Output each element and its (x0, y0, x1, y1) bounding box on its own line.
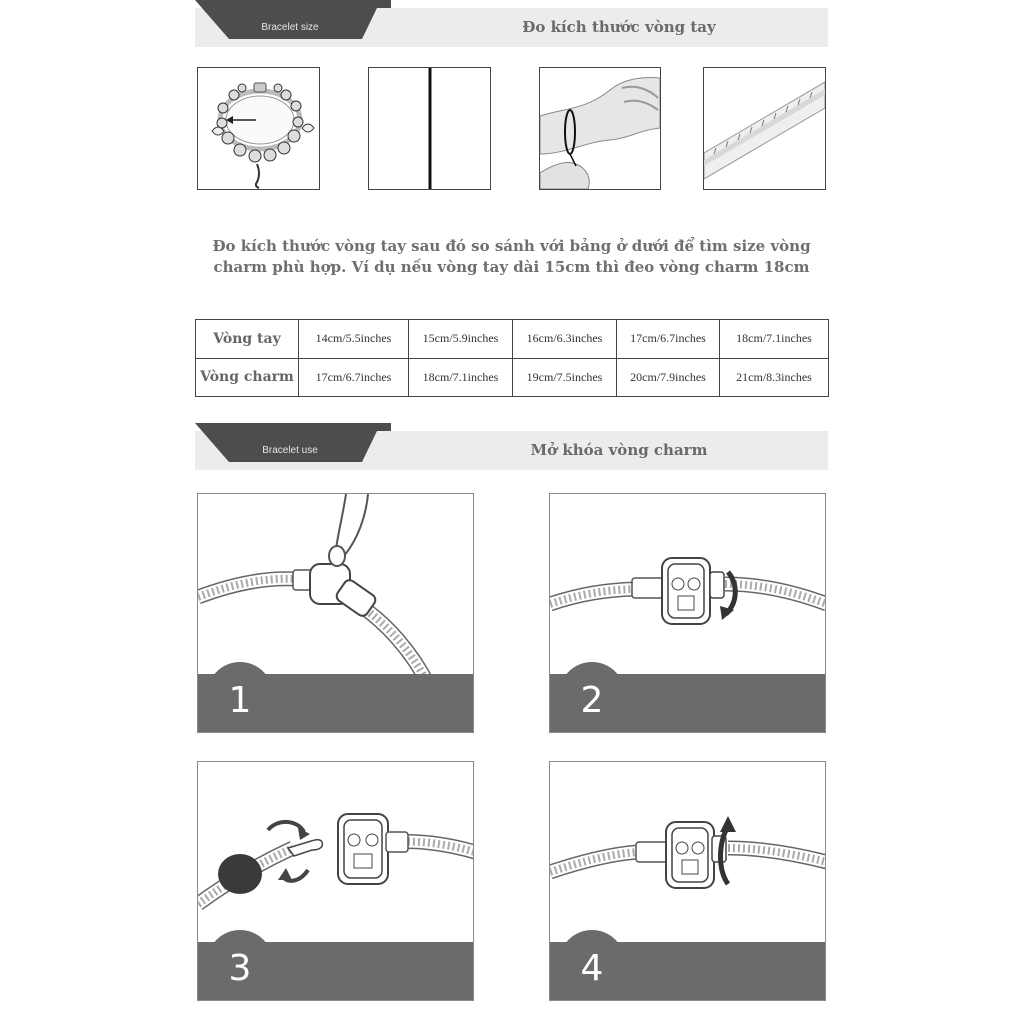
table-cell: 14cm/5.5inches (299, 320, 409, 359)
table-row-charm (196, 358, 829, 397)
table-cell: 19cm/7.5inches (513, 358, 617, 397)
use-section-tab-label: Bracelet use (262, 445, 318, 456)
row-header-wrist: Vòng tay (196, 320, 299, 359)
string-around-wrist-photo (539, 67, 661, 190)
size-instructions (195, 236, 828, 278)
size-section-tab (195, 0, 391, 39)
table-cell: 16cm/6.3inches (513, 320, 617, 359)
use-section-tab (195, 423, 391, 462)
step-number: 1 (207, 662, 273, 732)
size-section-tab-label: Bracelet size (261, 22, 319, 33)
size-instructions-line-2: charm phù hợp. Ví dụ nếu vòng tay dài 15cm thì đeo vòng charm 18cm (213, 258, 810, 276)
size-instructions-line-1: Đo kích thước vòng tay sau đó so sánh với bảng ở dưới để tìm size vòng (212, 237, 811, 255)
measuring-string-photo (368, 67, 491, 190)
step-4-panel (549, 761, 826, 1001)
size-conversion-table (195, 319, 829, 397)
charm-bracelet-photo (197, 67, 320, 190)
step-number: 4 (559, 930, 625, 1000)
step-1-panel (197, 493, 474, 733)
size-section-title: Đo kích thước vòng tay (522, 18, 716, 36)
table-cell: 17cm/6.7inches (617, 320, 720, 359)
step-3-panel (197, 761, 474, 1001)
row-header-charm: Vòng charm (196, 358, 299, 397)
table-cell: 18cm/7.1inches (409, 358, 513, 397)
ruler-photo (703, 67, 826, 190)
table-cell: 21cm/8.3inches (720, 358, 829, 397)
table-cell: 18cm/7.1inches (720, 320, 829, 359)
step-number: 2 (559, 662, 625, 732)
use-section-title: Mở khóa vòng charm (530, 441, 708, 459)
table-cell: 15cm/5.9inches (409, 320, 513, 359)
table-cell: 20cm/7.9inches (617, 358, 720, 397)
table-row-wrist (196, 320, 829, 359)
table-cell: 17cm/6.7inches (299, 358, 409, 397)
step-2-panel (549, 493, 826, 733)
step-number: 3 (207, 930, 273, 1000)
